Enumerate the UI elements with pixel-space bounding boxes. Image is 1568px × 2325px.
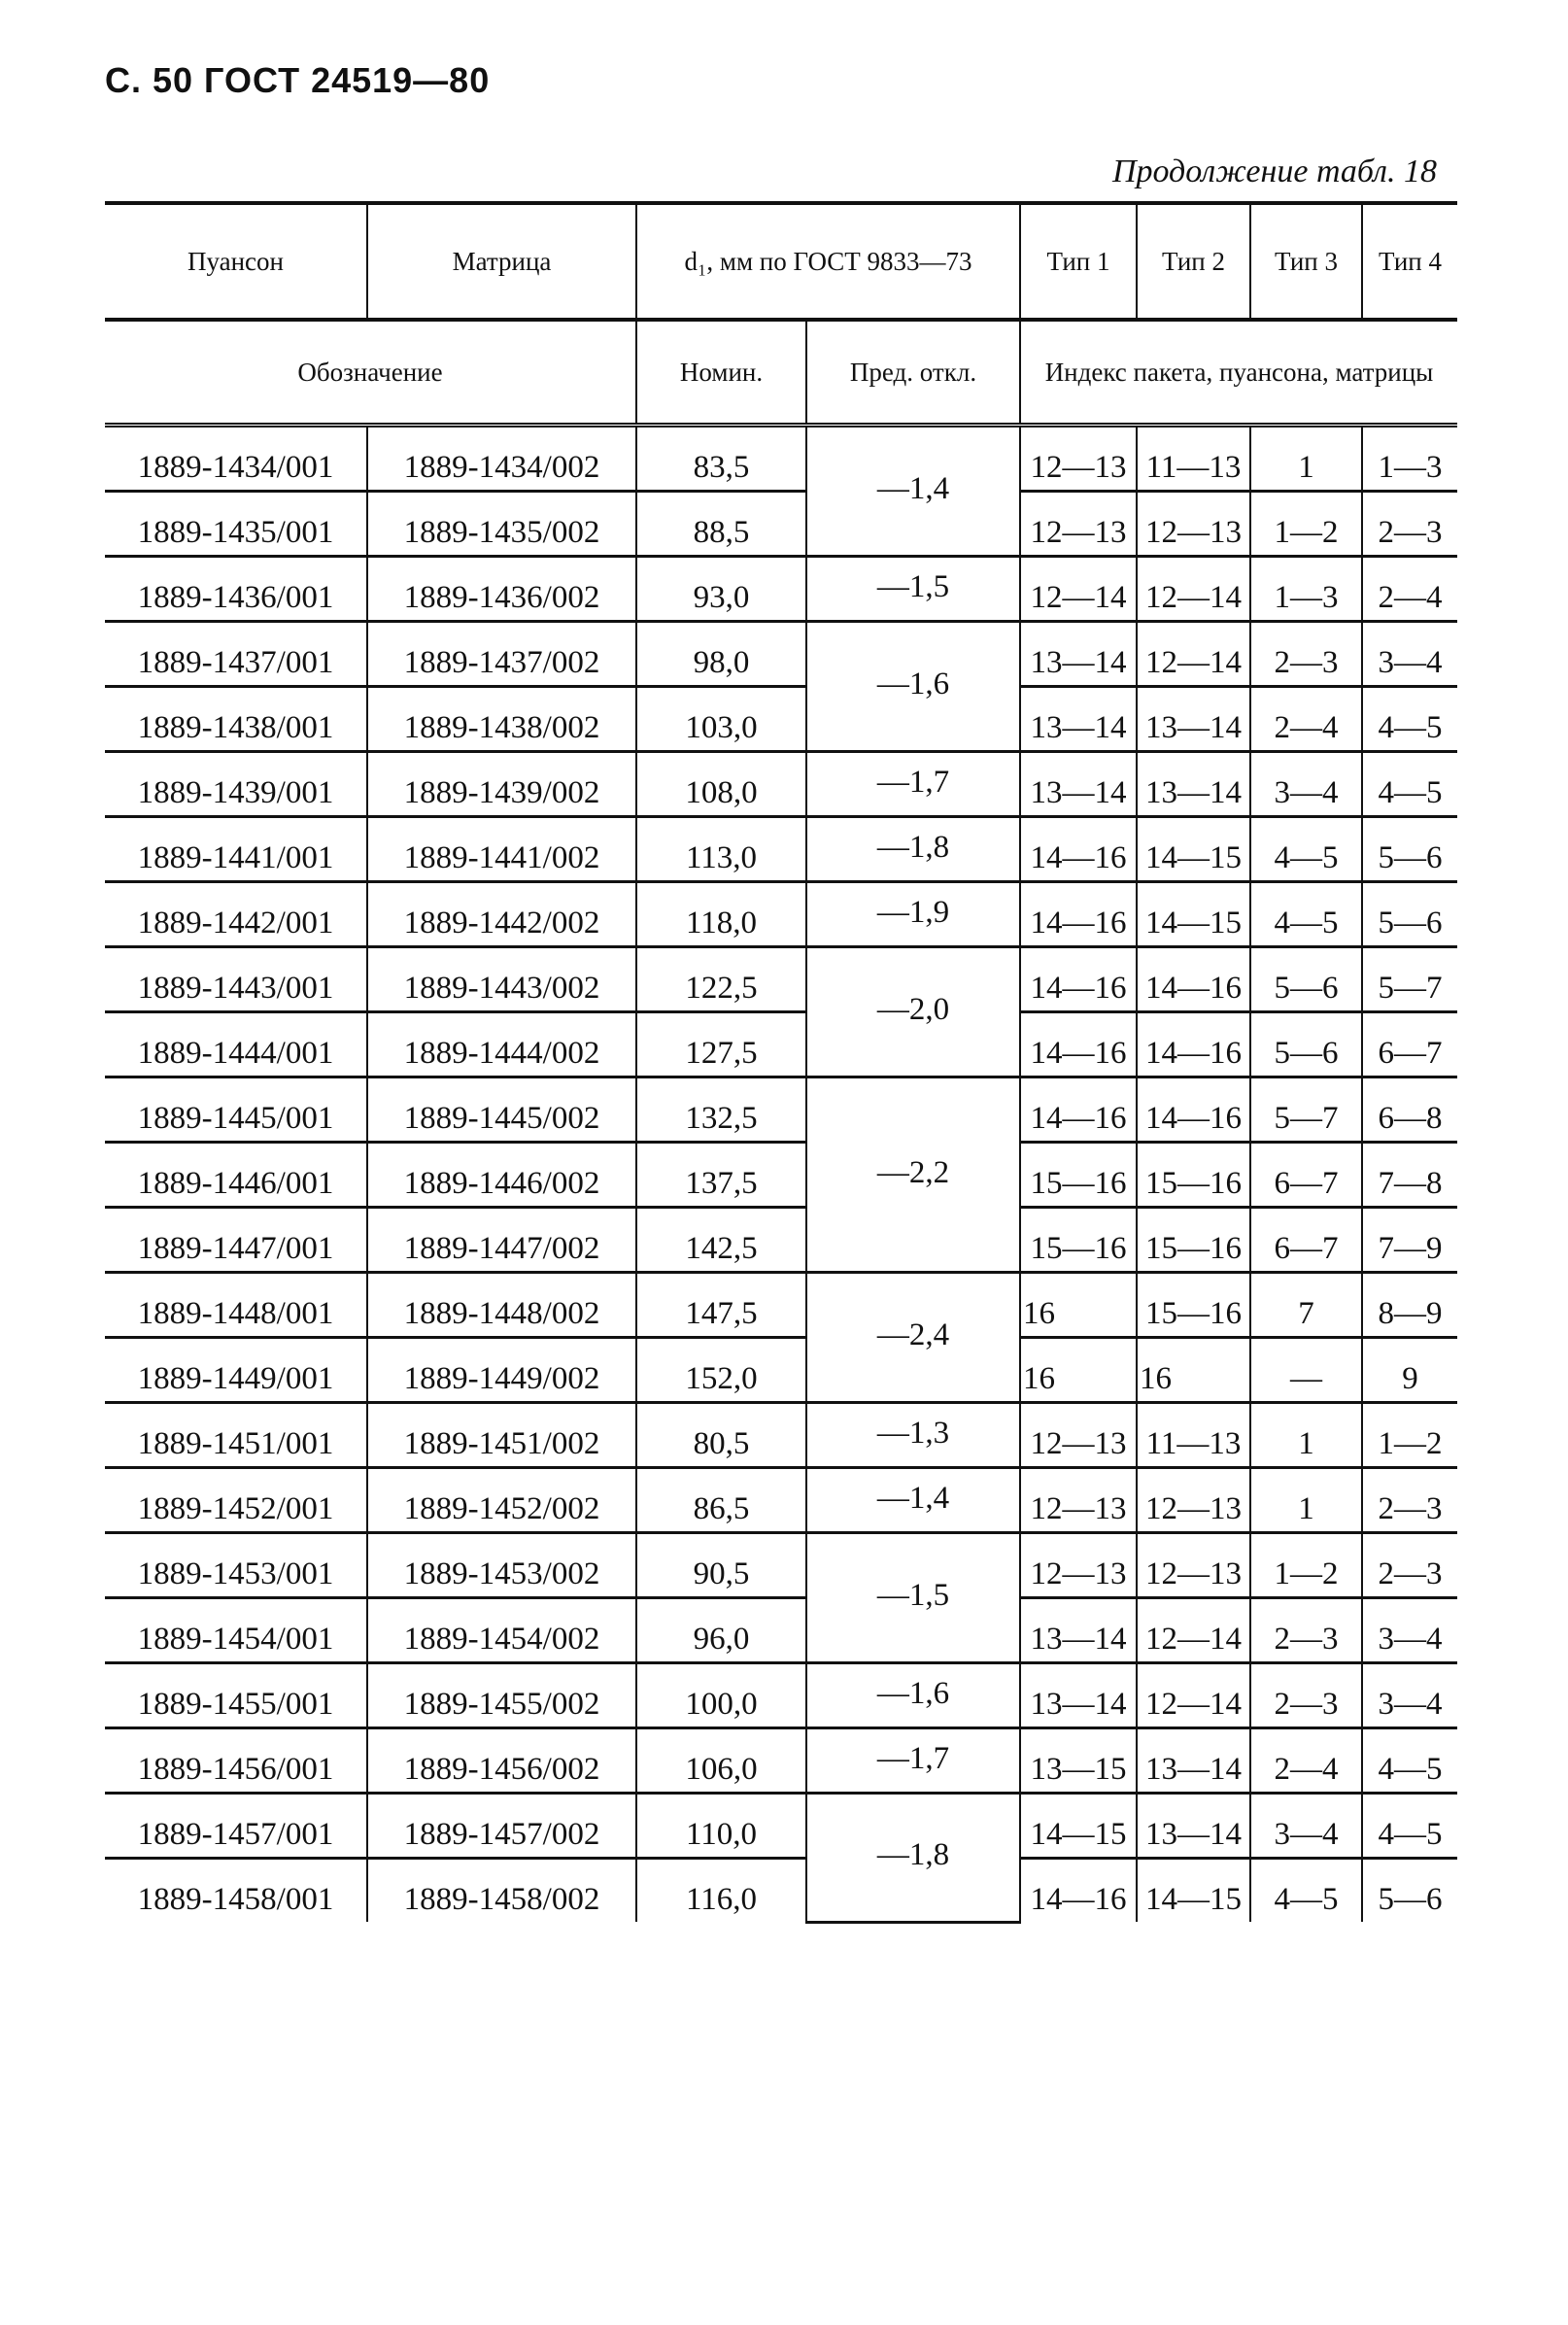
die-designation: 1889-1436/002 [367, 557, 636, 622]
die-designation: 1889-1458/002 [367, 1859, 636, 1923]
type-3-index: 5—6 [1250, 947, 1362, 1012]
table-body [105, 426, 1457, 1923]
deviation-d1: —1,5 [806, 557, 1020, 622]
die-designation: 1889-1437/002 [367, 622, 636, 687]
type-1-index: 13—15 [1020, 1728, 1137, 1794]
type-3-index: 2—4 [1250, 1728, 1362, 1794]
table-row [105, 1598, 1457, 1663]
punch-designation: 1889-1439/001 [105, 752, 367, 817]
type-1-index: 14—15 [1020, 1794, 1137, 1859]
type-4-index: 4—5 [1362, 752, 1457, 817]
punch-designation: 1889-1453/001 [105, 1533, 367, 1598]
punch-designation: 1889-1445/001 [105, 1077, 367, 1143]
nominal-d1: 132,5 [636, 1077, 806, 1143]
type-3-index: 4—5 [1250, 1859, 1362, 1923]
header-index: Индекс пакета, пуансона, матрицы [1020, 320, 1457, 426]
type-3-index: 6—7 [1250, 1143, 1362, 1208]
nominal-d1: 152,0 [636, 1338, 806, 1403]
nominal-d1: 80,5 [636, 1403, 806, 1468]
type-4-index: 5—6 [1362, 817, 1457, 882]
type-1-index: 13—14 [1020, 1663, 1137, 1728]
deviation-d1: —1,4 [806, 1468, 1020, 1533]
type-1-index: 15—16 [1020, 1208, 1137, 1273]
deviation-d1: —2,4 [806, 1273, 1020, 1403]
type-4-index: 5—6 [1362, 882, 1457, 947]
header-designation: Обозначение [105, 320, 636, 426]
deviation-d1: —1,9 [806, 882, 1020, 947]
type-3-index: 6—7 [1250, 1208, 1362, 1273]
table-row [105, 1533, 1457, 1598]
type-1-index: 14—16 [1020, 947, 1137, 1012]
nominal-d1: 110,0 [636, 1794, 806, 1859]
type-2-index: 12—14 [1137, 1598, 1250, 1663]
deviation-d1: —1,8 [806, 817, 1020, 882]
type-2-index: 12—13 [1137, 492, 1250, 557]
deviation-d1: —1,6 [806, 622, 1020, 752]
die-designation: 1889-1453/002 [367, 1533, 636, 1598]
type-2-index: 11—13 [1137, 426, 1250, 492]
type-4-index: 9 [1362, 1338, 1457, 1403]
punch-designation: 1889-1446/001 [105, 1143, 367, 1208]
punch-designation: 1889-1456/001 [105, 1728, 367, 1794]
type-4-index: 5—6 [1362, 1859, 1457, 1923]
table-row [105, 557, 1457, 622]
punch-designation: 1889-1443/001 [105, 947, 367, 1012]
type-4-index: 3—4 [1362, 1663, 1457, 1728]
punch-designation: 1889-1436/001 [105, 557, 367, 622]
nominal-d1: 96,0 [636, 1598, 806, 1663]
type-3-index: 2—4 [1250, 687, 1362, 752]
type-4-index: 6—8 [1362, 1077, 1457, 1143]
type-4-index: 3—4 [1362, 1598, 1457, 1663]
type-3-index: 3—4 [1250, 1794, 1362, 1859]
type-4-index: 4—5 [1362, 1728, 1457, 1794]
punch-designation: 1889-1444/001 [105, 1012, 367, 1077]
type-3-index: 1—2 [1250, 492, 1362, 557]
type-3-index: 5—7 [1250, 1077, 1362, 1143]
header-type-4: Тип 4 [1362, 203, 1457, 320]
nominal-d1: 113,0 [636, 817, 806, 882]
type-3-index: 2—3 [1250, 622, 1362, 687]
die-designation: 1889-1456/002 [367, 1728, 636, 1794]
punch-designation: 1889-1435/001 [105, 492, 367, 557]
type-4-index: 7—8 [1362, 1143, 1457, 1208]
type-4-index: 8—9 [1362, 1273, 1457, 1338]
die-designation: 1889-1441/002 [367, 817, 636, 882]
type-2-index: 13—14 [1137, 1794, 1250, 1859]
type-3-index: 1—2 [1250, 1533, 1362, 1598]
type-2-index: 12—13 [1137, 1468, 1250, 1533]
table-row [105, 817, 1457, 882]
type-3-index: 1 [1250, 1403, 1362, 1468]
table-row [105, 1077, 1457, 1143]
type-1-index: 14—16 [1020, 817, 1137, 882]
nominal-d1: 100,0 [636, 1663, 806, 1728]
header-type-3: Тип 3 [1250, 203, 1362, 320]
type-2-index: 14—16 [1137, 1077, 1250, 1143]
table-row [105, 492, 1457, 557]
type-1-index: 14—16 [1020, 1012, 1137, 1077]
type-1-index: 14—16 [1020, 882, 1137, 947]
nominal-d1: 108,0 [636, 752, 806, 817]
die-designation: 1889-1434/002 [367, 426, 636, 492]
type-2-index: 16 [1137, 1338, 1250, 1403]
die-designation: 1889-1457/002 [367, 1794, 636, 1859]
type-2-index: 14—15 [1137, 882, 1250, 947]
header-type-2: Тип 2 [1137, 203, 1250, 320]
type-1-index: 13—14 [1020, 752, 1137, 817]
header-type-1: Тип 1 [1020, 203, 1137, 320]
nominal-d1: 90,5 [636, 1533, 806, 1598]
type-1-index: 12—13 [1020, 1533, 1137, 1598]
deviation-d1: —2,2 [806, 1077, 1020, 1273]
die-designation: 1889-1442/002 [367, 882, 636, 947]
type-3-index: 3—4 [1250, 752, 1362, 817]
type-2-index: 13—14 [1137, 687, 1250, 752]
nominal-d1: 86,5 [636, 1468, 806, 1533]
type-4-index: 2—3 [1362, 492, 1457, 557]
nominal-d1: 127,5 [636, 1012, 806, 1077]
punch-designation: 1889-1441/001 [105, 817, 367, 882]
table-row [105, 622, 1457, 687]
nominal-d1: 83,5 [636, 426, 806, 492]
nominal-d1: 142,5 [636, 1208, 806, 1273]
type-3-index: — [1250, 1338, 1362, 1403]
nominal-d1: 147,5 [636, 1273, 806, 1338]
nominal-d1: 116,0 [636, 1859, 806, 1923]
table-row [105, 752, 1457, 817]
die-designation: 1889-1438/002 [367, 687, 636, 752]
deviation-d1: —1,3 [806, 1403, 1020, 1468]
punch-designation: 1889-1437/001 [105, 622, 367, 687]
nominal-d1: 103,0 [636, 687, 806, 752]
deviation-d1: —2,0 [806, 947, 1020, 1077]
type-4-index: 2—3 [1362, 1468, 1457, 1533]
type-2-index: 12—14 [1137, 557, 1250, 622]
punch-designation: 1889-1442/001 [105, 882, 367, 947]
die-designation: 1889-1448/002 [367, 1273, 636, 1338]
header-deviation: Пред. откл. [806, 320, 1020, 426]
type-2-index: 14—16 [1137, 947, 1250, 1012]
type-1-index: 16 [1020, 1273, 1137, 1338]
type-2-index: 14—16 [1137, 1012, 1250, 1077]
type-1-index: 14—16 [1020, 1859, 1137, 1923]
table-row [105, 426, 1457, 492]
table-row [105, 947, 1457, 1012]
table-row [105, 687, 1457, 752]
type-1-index: 16 [1020, 1338, 1137, 1403]
deviation-d1: —1,5 [806, 1533, 1020, 1663]
table-row [105, 1663, 1457, 1728]
type-3-index: 2—3 [1250, 1663, 1362, 1728]
die-designation: 1889-1451/002 [367, 1403, 636, 1468]
type-4-index: 2—3 [1362, 1533, 1457, 1598]
type-1-index: 13—14 [1020, 687, 1137, 752]
type-3-index: 1 [1250, 1468, 1362, 1533]
type-2-index: 11—13 [1137, 1403, 1250, 1468]
type-2-index: 15—16 [1137, 1273, 1250, 1338]
type-3-index: 4—5 [1250, 882, 1362, 947]
table-18 [105, 201, 1457, 1924]
die-designation: 1889-1455/002 [367, 1663, 636, 1728]
punch-designation: 1889-1449/001 [105, 1338, 367, 1403]
punch-designation: 1889-1455/001 [105, 1663, 367, 1728]
type-1-index: 14—16 [1020, 1077, 1137, 1143]
type-1-index: 15—16 [1020, 1143, 1137, 1208]
header-die: Матрица [367, 203, 636, 320]
type-3-index: 1 [1250, 426, 1362, 492]
type-2-index: 12—14 [1137, 622, 1250, 687]
type-3-index: 4—5 [1250, 817, 1362, 882]
nominal-d1: 88,5 [636, 492, 806, 557]
type-4-index: 3—4 [1362, 622, 1457, 687]
nominal-d1: 137,5 [636, 1143, 806, 1208]
die-designation: 1889-1443/002 [367, 947, 636, 1012]
type-3-index: 5—6 [1250, 1012, 1362, 1077]
table-row [105, 1338, 1457, 1403]
type-2-index: 14—15 [1137, 1859, 1250, 1923]
type-2-index: 13—14 [1137, 1728, 1250, 1794]
header-punch: Пуансон [105, 203, 367, 320]
table-row [105, 1728, 1457, 1794]
type-4-index: 7—9 [1362, 1208, 1457, 1273]
punch-designation: 1889-1434/001 [105, 426, 367, 492]
die-designation: 1889-1435/002 [367, 492, 636, 557]
nominal-d1: 93,0 [636, 557, 806, 622]
nominal-d1: 118,0 [636, 882, 806, 947]
type-1-index: 12—13 [1020, 492, 1137, 557]
punch-designation: 1889-1457/001 [105, 1794, 367, 1859]
nominal-d1: 106,0 [636, 1728, 806, 1794]
type-4-index: 4—5 [1362, 687, 1457, 752]
type-1-index: 13—14 [1020, 1598, 1137, 1663]
type-4-index: 1—3 [1362, 426, 1457, 492]
punch-designation: 1889-1451/001 [105, 1403, 367, 1468]
die-designation: 1889-1452/002 [367, 1468, 636, 1533]
die-designation: 1889-1447/002 [367, 1208, 636, 1273]
type-2-index: 12—13 [1137, 1533, 1250, 1598]
punch-designation: 1889-1447/001 [105, 1208, 367, 1273]
type-4-index: 5—7 [1362, 947, 1457, 1012]
table-row [105, 1859, 1457, 1923]
table-continuation-caption: Продолжение табл. 18 [1111, 154, 1437, 189]
deviation-d1: —1,8 [806, 1794, 1020, 1923]
die-designation: 1889-1439/002 [367, 752, 636, 817]
punch-designation: 1889-1448/001 [105, 1273, 367, 1338]
deviation-d1: —1,7 [806, 1728, 1020, 1794]
type-2-index: 13—14 [1137, 752, 1250, 817]
type-4-index: 1—2 [1362, 1403, 1457, 1468]
type-2-index: 15—16 [1137, 1208, 1250, 1273]
type-1-index: 12—13 [1020, 1403, 1137, 1468]
punch-designation: 1889-1458/001 [137, 1882, 334, 1917]
type-4-index: 6—7 [1362, 1012, 1457, 1077]
type-1-index: 12—13 [1020, 1468, 1137, 1533]
deviation-d1: —1,6 [806, 1663, 1020, 1728]
punch-designation: 1889-1452/001 [105, 1468, 367, 1533]
die-designation: 1889-1445/002 [367, 1077, 636, 1143]
type-3-index: 2—3 [1250, 1598, 1362, 1663]
table-row [105, 1143, 1457, 1208]
header-d1: d₁, мм по ГОСТ 9833—73 [636, 203, 1020, 320]
nominal-d1: 98,0 [636, 622, 806, 687]
punch-designation: 1889-1454/001 [105, 1598, 367, 1663]
table-row [105, 1273, 1457, 1338]
type-2-index: 14—15 [1137, 817, 1250, 882]
type-3-index: 1—3 [1250, 557, 1362, 622]
punch-designation: 1889-1438/001 [105, 687, 367, 752]
table-row [105, 882, 1457, 947]
table-row [105, 1468, 1457, 1533]
deviation-d1: —1,4 [806, 426, 1020, 557]
type-1-index: 12—13 [1020, 426, 1137, 492]
type-1-index: 12—14 [1020, 557, 1137, 622]
header-nominal: Номин. [636, 320, 806, 426]
type-3-index: 7 [1250, 1273, 1362, 1338]
type-2-index: 12—14 [1137, 1663, 1250, 1728]
type-1-index: 13—14 [1020, 622, 1137, 687]
deviation-d1: —1,7 [806, 752, 1020, 817]
die-designation: 1889-1446/002 [367, 1143, 636, 1208]
die-designation: 1889-1454/002 [367, 1598, 636, 1663]
die-designation: 1889-1449/002 [367, 1338, 636, 1403]
table-row [105, 1403, 1457, 1468]
type-4-index: 2—4 [1362, 557, 1457, 622]
nominal-d1: 122,5 [636, 947, 806, 1012]
table-row [105, 1012, 1457, 1077]
type-4-index: 4—5 [1362, 1794, 1457, 1859]
type-2-index: 15—16 [1137, 1143, 1250, 1208]
table-row [105, 1794, 1457, 1859]
table-row [105, 1208, 1457, 1273]
page-header: С. 50 ГОСТ 24519—80 [105, 60, 491, 100]
die-designation: 1889-1444/002 [367, 1012, 636, 1077]
